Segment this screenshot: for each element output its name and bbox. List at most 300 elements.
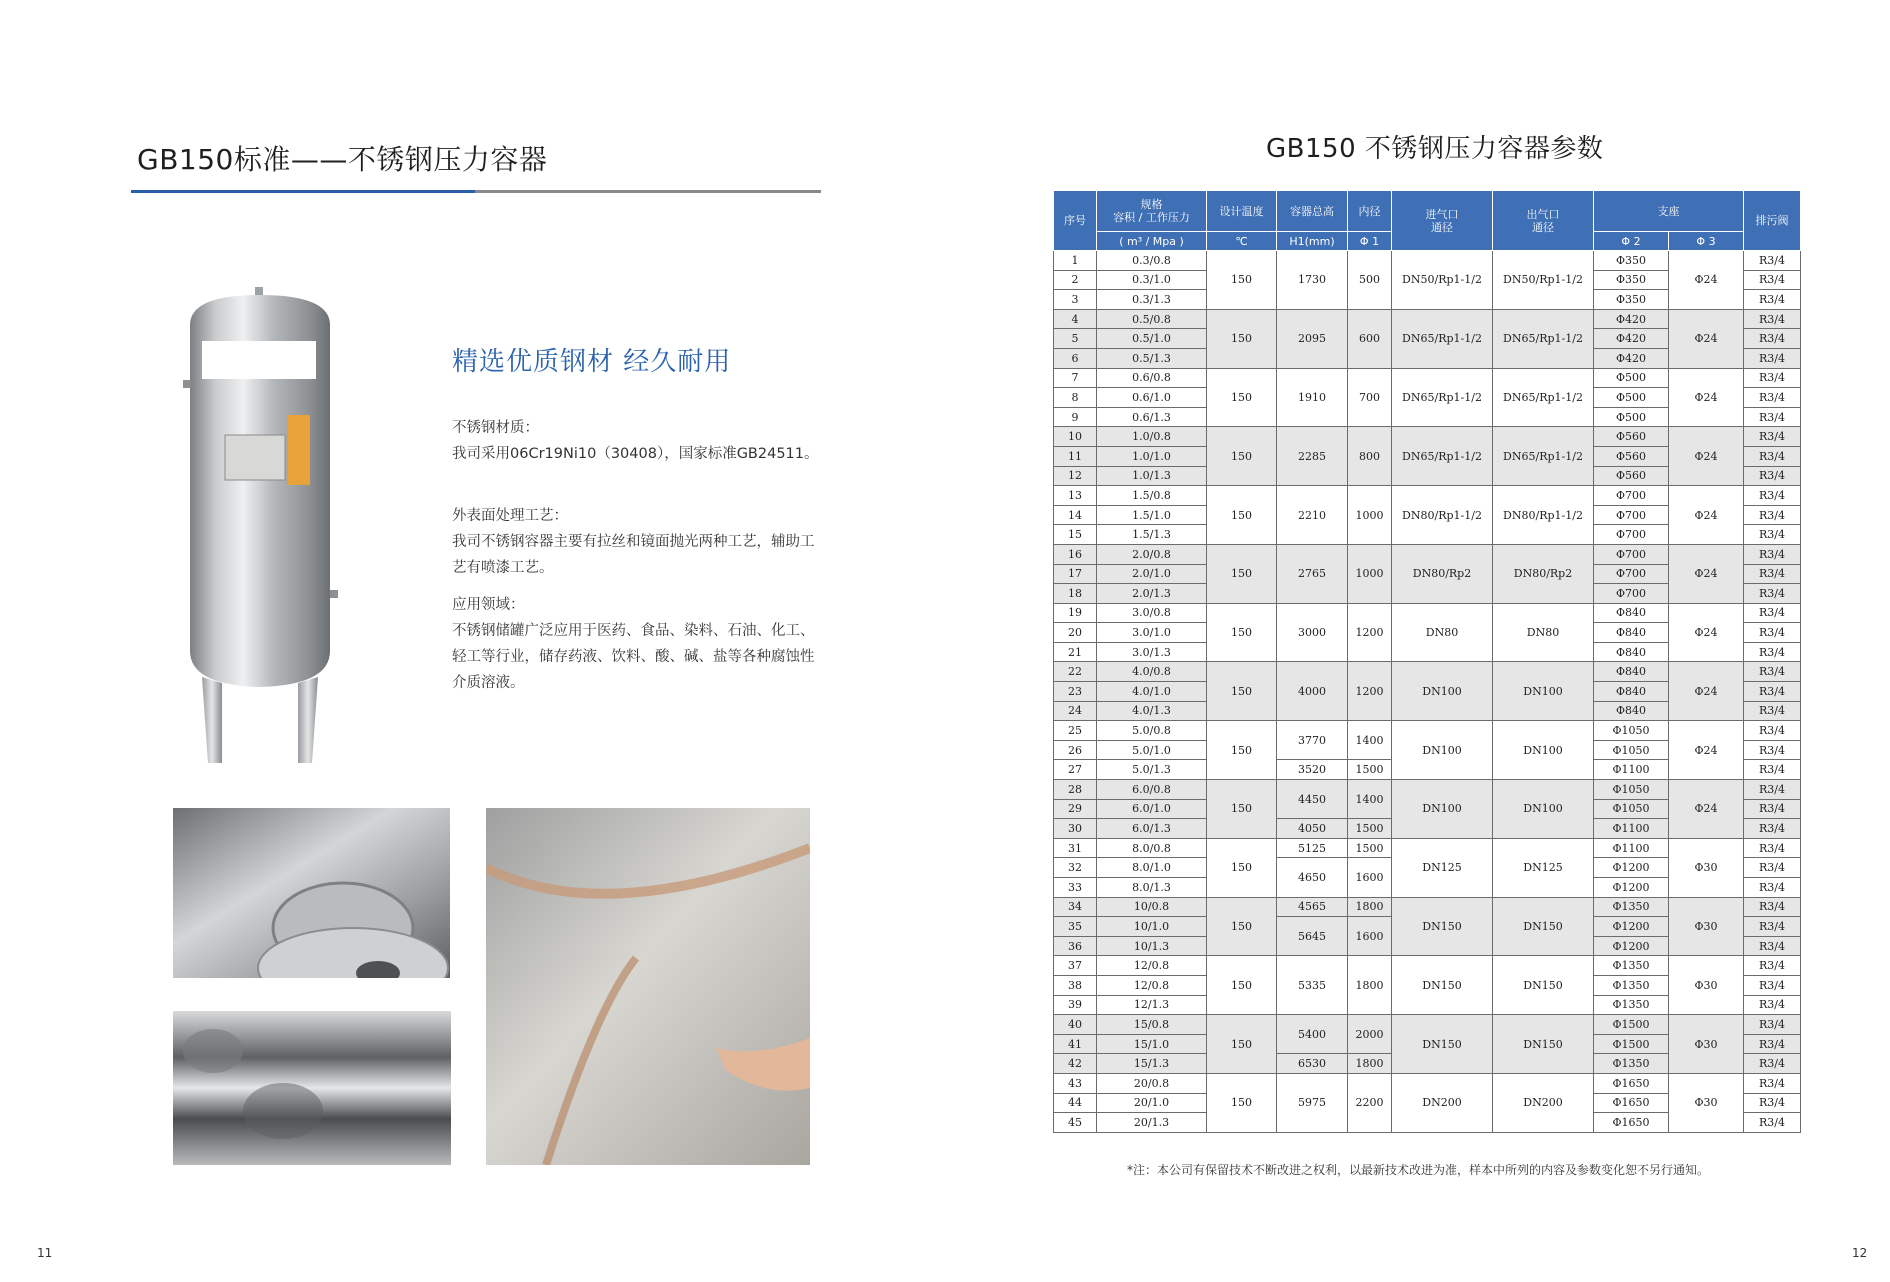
cell-height: 2285: [1277, 427, 1348, 486]
table-row: [1054, 486, 1801, 506]
cell-phi2: Φ840: [1594, 623, 1669, 643]
cell-height: 2210: [1277, 486, 1348, 545]
surface-label: 外表面处理工艺：: [452, 508, 568, 524]
cell-phi3: Φ30: [1669, 956, 1744, 1015]
cell-drain: R3/4: [1744, 819, 1801, 839]
cell-drain: R3/4: [1744, 760, 1801, 780]
cell-drain: R3/4: [1744, 309, 1801, 329]
cell-drain: R3/4: [1744, 1034, 1801, 1054]
cell-spec: 3.0/0.8: [1097, 603, 1207, 623]
vertical-tank-photo: [180, 285, 340, 765]
cell-temp: 150: [1207, 368, 1277, 427]
cell-spec: 5.0/1.0: [1097, 740, 1207, 760]
cell-phi2: Φ700: [1594, 564, 1669, 584]
cell-seq: 25: [1054, 721, 1097, 741]
cell-height: 5125: [1277, 838, 1348, 858]
header-outlet-line2: 通径: [1532, 220, 1554, 234]
cell-seq: 21: [1054, 642, 1097, 662]
right-page-title: GB150 不锈钢压力容器参数: [1266, 134, 1604, 164]
cell-seq: 16: [1054, 544, 1097, 564]
cell-spec: 12/0.8: [1097, 975, 1207, 995]
row-group: [1054, 544, 1801, 603]
cell-phi3: Φ30: [1669, 838, 1744, 897]
cell-seq: 44: [1054, 1093, 1097, 1113]
cell-drain: R3/4: [1744, 740, 1801, 760]
cell-diameter: 1500: [1348, 838, 1392, 858]
cell-seq: 27: [1054, 760, 1097, 780]
cell-phi3: Φ24: [1669, 780, 1744, 839]
cell-phi3: Φ24: [1669, 486, 1744, 545]
cylinders-row-photo: [173, 1011, 451, 1165]
cell-outlet: DN80/Rp2: [1493, 544, 1594, 603]
cell-inlet: DN100: [1392, 780, 1493, 839]
cell-diameter: 1600: [1348, 858, 1392, 897]
table-row: [1054, 1015, 1801, 1035]
header-support-phi3: Φ 3: [1669, 232, 1744, 251]
cell-diameter: 1800: [1348, 897, 1392, 917]
cell-temp: 150: [1207, 486, 1277, 545]
cell-drain: R3/4: [1744, 642, 1801, 662]
cell-outlet: DN200: [1493, 1073, 1594, 1132]
cell-height: 4650: [1277, 858, 1348, 897]
row-group: [1054, 251, 1801, 310]
table-row: [1054, 721, 1801, 741]
cell-phi2: Φ500: [1594, 388, 1669, 408]
cell-drain: R3/4: [1744, 1054, 1801, 1074]
cell-temp: 150: [1207, 897, 1277, 956]
cell-phi2: Φ1200: [1594, 917, 1669, 937]
cell-inlet: DN50/Rp1-1/2: [1392, 251, 1493, 310]
cell-phi2: Φ560: [1594, 466, 1669, 486]
cell-seq: 13: [1054, 486, 1097, 506]
cell-spec: 0.3/1.0: [1097, 270, 1207, 290]
cell-inlet: DN200: [1392, 1073, 1493, 1132]
application-text: 不锈钢储罐广泛应用于医药、食品、染料、石油、化工、轻工等行业，储存药液、饮料、酸、碱、盐等各种腐蚀性介质溶液。: [452, 623, 815, 691]
cell-drain: R3/4: [1744, 388, 1801, 408]
header-seq: 序号: [1054, 191, 1097, 251]
header-spec-line2: 容积 / 工作压力: [1113, 211, 1190, 224]
cell-inlet: DN80/Rp2: [1392, 544, 1493, 603]
cell-height: 3520: [1277, 760, 1348, 780]
cell-temp: 150: [1207, 603, 1277, 662]
cell-height: 2765: [1277, 544, 1348, 603]
cell-seq: 31: [1054, 838, 1097, 858]
material-label: 不锈钢材质：: [452, 420, 539, 436]
cell-temp: 150: [1207, 780, 1277, 839]
cell-seq: 34: [1054, 897, 1097, 917]
cell-seq: 20: [1054, 623, 1097, 643]
row-group: [1054, 486, 1801, 545]
header-height: 容器总高: [1277, 191, 1348, 232]
cell-drain: R3/4: [1744, 936, 1801, 956]
cell-spec: 6.0/1.0: [1097, 799, 1207, 819]
cell-temp: 150: [1207, 427, 1277, 486]
cell-inlet: DN65/Rp1-1/2: [1392, 368, 1493, 427]
cell-drain: R3/4: [1744, 368, 1801, 388]
cell-spec: 4.0/1.0: [1097, 682, 1207, 702]
cell-spec: 0.6/1.0: [1097, 388, 1207, 408]
cell-spec: 20/1.0: [1097, 1093, 1207, 1113]
row-group: [1054, 368, 1801, 427]
cell-drain: R3/4: [1744, 329, 1801, 349]
cell-phi2: Φ1100: [1594, 838, 1669, 858]
cell-inlet: DN65/Rp1-1/2: [1392, 427, 1493, 486]
cell-spec: 0.3/0.8: [1097, 251, 1207, 271]
cell-phi2: Φ1500: [1594, 1034, 1669, 1054]
cell-seq: 37: [1054, 956, 1097, 976]
cell-diameter: 1200: [1348, 603, 1392, 662]
cell-phi2: Φ840: [1594, 642, 1669, 662]
cell-seq: 4: [1054, 309, 1097, 329]
cell-phi2: Φ1100: [1594, 819, 1669, 839]
header-diameter-unit: Φ 1: [1348, 232, 1392, 251]
cell-seq: 23: [1054, 682, 1097, 702]
row-group: [1054, 1073, 1801, 1132]
cell-outlet: DN100: [1493, 721, 1594, 780]
cell-spec: 0.5/1.3: [1097, 348, 1207, 368]
cell-phi2: Φ560: [1594, 446, 1669, 466]
cell-height: 4450: [1277, 780, 1348, 819]
cell-spec: 20/1.3: [1097, 1113, 1207, 1133]
feature-heading: 精选优质钢材 经久耐用: [452, 347, 732, 377]
cell-seq: 33: [1054, 878, 1097, 898]
cell-height: 2095: [1277, 309, 1348, 368]
cell-phi2: Φ420: [1594, 309, 1669, 329]
cell-phi2: Φ500: [1594, 407, 1669, 427]
cell-temp: 150: [1207, 1015, 1277, 1074]
cell-spec: 8.0/0.8: [1097, 838, 1207, 858]
header-drain: 排污阀: [1744, 191, 1801, 251]
cell-drain: R3/4: [1744, 956, 1801, 976]
cell-drain: R3/4: [1744, 701, 1801, 721]
cell-seq: 29: [1054, 799, 1097, 819]
cell-phi2: Φ700: [1594, 486, 1669, 506]
cell-diameter: 600: [1348, 309, 1392, 368]
cell-seq: 40: [1054, 1015, 1097, 1035]
table-row: [1054, 251, 1801, 271]
cell-seq: 38: [1054, 975, 1097, 995]
cell-temp: 150: [1207, 662, 1277, 721]
cell-drain: R3/4: [1744, 1015, 1801, 1035]
cell-seq: 41: [1054, 1034, 1097, 1054]
cell-phi2: Φ700: [1594, 584, 1669, 604]
cell-drain: R3/4: [1744, 251, 1801, 271]
cell-phi3: Φ30: [1669, 1015, 1744, 1074]
cell-spec: 1.5/1.0: [1097, 505, 1207, 525]
cell-outlet: DN50/Rp1-1/2: [1493, 251, 1594, 310]
row-group: [1054, 780, 1801, 839]
table-row: [1054, 897, 1801, 917]
page-number-right: 12: [1852, 1246, 1868, 1260]
cell-seq: 39: [1054, 995, 1097, 1015]
cell-seq: 11: [1054, 446, 1097, 466]
cell-phi2: Φ1650: [1594, 1073, 1669, 1093]
cell-phi2: Φ1350: [1594, 1054, 1669, 1074]
cell-drain: R3/4: [1744, 348, 1801, 368]
cell-temp: 150: [1207, 1073, 1277, 1132]
cell-phi2: Φ1200: [1594, 858, 1669, 878]
cell-diameter: 500: [1348, 251, 1392, 310]
table-row: [1054, 956, 1801, 976]
cell-inlet: DN150: [1392, 956, 1493, 1015]
cell-drain: R3/4: [1744, 544, 1801, 564]
cell-spec: 2.0/1.0: [1097, 564, 1207, 584]
cell-drain: R3/4: [1744, 721, 1801, 741]
table-row: [1054, 368, 1801, 388]
cell-phi2: Φ1050: [1594, 721, 1669, 741]
header-inlet-line2: 通径: [1431, 220, 1453, 234]
table-row: [1054, 780, 1801, 800]
cell-outlet: DN150: [1493, 1015, 1594, 1074]
cell-inlet: DN80: [1392, 603, 1493, 662]
cell-seq: 30: [1054, 819, 1097, 839]
cell-seq: 9: [1054, 407, 1097, 427]
cell-seq: 14: [1054, 505, 1097, 525]
cell-drain: R3/4: [1744, 466, 1801, 486]
row-group: [1054, 1015, 1801, 1074]
cell-temp: 150: [1207, 956, 1277, 1015]
cell-phi2: Φ350: [1594, 251, 1669, 271]
cell-diameter: 800: [1348, 427, 1392, 486]
header-inlet: [1392, 191, 1493, 251]
cell-spec: 8.0/1.0: [1097, 858, 1207, 878]
cell-drain: R3/4: [1744, 838, 1801, 858]
cell-phi2: Φ840: [1594, 603, 1669, 623]
cell-seq: 12: [1054, 466, 1097, 486]
cell-spec: 1.0/1.3: [1097, 466, 1207, 486]
cell-spec: 1.5/1.3: [1097, 525, 1207, 545]
cell-height: 4050: [1277, 819, 1348, 839]
cell-spec: 8.0/1.3: [1097, 878, 1207, 898]
cell-drain: R3/4: [1744, 917, 1801, 937]
page-number-left: 11: [37, 1246, 53, 1260]
header-spec-unit: ( m³ / Mpa ): [1097, 232, 1207, 251]
row-group: [1054, 721, 1801, 780]
header-spec-line1: 规格: [1140, 198, 1163, 211]
cell-phi3: Φ24: [1669, 368, 1744, 427]
cell-drain: R3/4: [1744, 878, 1801, 898]
cell-phi2: Φ1350: [1594, 897, 1669, 917]
cell-spec: 0.5/0.8: [1097, 309, 1207, 329]
cell-drain: R3/4: [1744, 270, 1801, 290]
cell-seq: 26: [1054, 740, 1097, 760]
table-row: [1054, 427, 1801, 447]
cell-drain: R3/4: [1744, 1073, 1801, 1093]
cell-seq: 22: [1054, 662, 1097, 682]
cell-drain: R3/4: [1744, 290, 1801, 310]
header-spec: [1097, 191, 1207, 232]
cell-height: 1910: [1277, 368, 1348, 427]
cell-seq: 8: [1054, 388, 1097, 408]
cell-seq: 36: [1054, 936, 1097, 956]
material-text: 我司采用06Cr19Ni10（30408），国家标准GB24511。: [452, 446, 819, 462]
cell-height: 3770: [1277, 721, 1348, 760]
cell-seq: 42: [1054, 1054, 1097, 1074]
cell-drain: R3/4: [1744, 446, 1801, 466]
cell-spec: 1.0/1.0: [1097, 446, 1207, 466]
cell-seq: 6: [1054, 348, 1097, 368]
cell-phi2: Φ840: [1594, 662, 1669, 682]
cell-height: 4000: [1277, 662, 1348, 721]
cell-phi2: Φ700: [1594, 505, 1669, 525]
cell-spec: 1.5/0.8: [1097, 486, 1207, 506]
table-row: [1054, 309, 1801, 329]
cell-diameter: 1400: [1348, 721, 1392, 760]
header-diameter: 内径: [1348, 191, 1392, 232]
cell-seq: 45: [1054, 1113, 1097, 1133]
surface-text: 我司不锈钢容器主要有拉丝和镜面抛光两种工艺，辅助工艺有喷漆工艺。: [452, 534, 815, 576]
header-temp-unit: ℃: [1207, 232, 1277, 251]
cell-spec: 3.0/1.0: [1097, 623, 1207, 643]
application-label: 应用领域：: [452, 597, 525, 613]
cell-diameter: 1800: [1348, 956, 1392, 1015]
cell-inlet: DN100: [1392, 662, 1493, 721]
cell-height: 5335: [1277, 956, 1348, 1015]
spec-table: [1053, 190, 1801, 1133]
header-height-unit: H1(mm): [1277, 232, 1348, 251]
cell-temp: 150: [1207, 838, 1277, 897]
cell-outlet: DN125: [1493, 838, 1594, 897]
cell-height: 5975: [1277, 1073, 1348, 1132]
cell-drain: R3/4: [1744, 525, 1801, 545]
header-outlet-line1: 出气口: [1526, 207, 1560, 221]
cell-diameter: 700: [1348, 368, 1392, 427]
cell-phi2: Φ1500: [1594, 1015, 1669, 1035]
cell-seq: 43: [1054, 1073, 1097, 1093]
cell-phi3: Φ24: [1669, 544, 1744, 603]
flange-closeup-photo: [173, 808, 450, 978]
header-support-phi2: Φ 2: [1594, 232, 1669, 251]
cell-seq: 32: [1054, 858, 1097, 878]
cell-drain: R3/4: [1744, 1093, 1801, 1113]
cell-phi2: Φ840: [1594, 701, 1669, 721]
cell-drain: R3/4: [1744, 975, 1801, 995]
cell-seq: 2: [1054, 270, 1097, 290]
cell-drain: R3/4: [1744, 780, 1801, 800]
cell-outlet: DN100: [1493, 780, 1594, 839]
row-group: [1054, 956, 1801, 1015]
cell-drain: R3/4: [1744, 486, 1801, 506]
cell-spec: 15/1.3: [1097, 1054, 1207, 1074]
cell-drain: R3/4: [1744, 603, 1801, 623]
cell-drain: R3/4: [1744, 564, 1801, 584]
cell-height: 4565: [1277, 897, 1348, 917]
cell-phi2: Φ1350: [1594, 975, 1669, 995]
cell-phi2: Φ350: [1594, 270, 1669, 290]
cell-phi2: Φ350: [1594, 290, 1669, 310]
cell-seq: 10: [1054, 427, 1097, 447]
cell-outlet: DN150: [1493, 956, 1594, 1015]
table-row: [1054, 603, 1801, 623]
cell-spec: 3.0/1.3: [1097, 642, 1207, 662]
row-group: [1054, 838, 1801, 897]
cell-height: 3000: [1277, 603, 1348, 662]
cell-outlet: DN100: [1493, 662, 1594, 721]
cell-spec: 10/0.8: [1097, 897, 1207, 917]
weld-seam-photo: [486, 808, 810, 1165]
row-group: [1054, 603, 1801, 662]
material-section: [452, 415, 824, 467]
cell-inlet: DN80/Rp1-1/2: [1392, 486, 1493, 545]
cell-inlet: DN100: [1392, 721, 1493, 780]
cell-drain: R3/4: [1744, 407, 1801, 427]
cell-phi3: Φ24: [1669, 309, 1744, 368]
title-underline-accent: [131, 190, 475, 193]
cell-diameter: 1500: [1348, 819, 1392, 839]
cell-spec: 0.5/1.0: [1097, 329, 1207, 349]
row-group: [1054, 309, 1801, 368]
cell-phi3: Φ24: [1669, 721, 1744, 780]
cell-inlet: DN125: [1392, 838, 1493, 897]
cell-phi2: Φ500: [1594, 368, 1669, 388]
cell-spec: 12/0.8: [1097, 956, 1207, 976]
cell-spec: 2.0/1.3: [1097, 584, 1207, 604]
cell-drain: R3/4: [1744, 584, 1801, 604]
cell-phi2: Φ1650: [1594, 1113, 1669, 1133]
cell-diameter: 2200: [1348, 1073, 1392, 1132]
row-group: [1054, 662, 1801, 721]
cell-drain: R3/4: [1744, 427, 1801, 447]
cell-spec: 1.0/0.8: [1097, 427, 1207, 447]
cell-spec: 20/0.8: [1097, 1073, 1207, 1093]
cell-spec: 10/1.0: [1097, 917, 1207, 937]
cell-inlet: DN150: [1392, 1015, 1493, 1074]
cell-drain: R3/4: [1744, 858, 1801, 878]
cell-outlet: DN65/Rp1-1/2: [1493, 427, 1594, 486]
cell-spec: 6.0/0.8: [1097, 780, 1207, 800]
cell-temp: 150: [1207, 309, 1277, 368]
cell-spec: 4.0/1.3: [1097, 701, 1207, 721]
table-row: [1054, 662, 1801, 682]
cell-drain: R3/4: [1744, 662, 1801, 682]
cell-seq: 35: [1054, 917, 1097, 937]
cell-outlet: DN65/Rp1-1/2: [1493, 368, 1594, 427]
title-underline: [131, 190, 821, 193]
table-row: [1054, 544, 1801, 564]
cell-phi2: Φ1050: [1594, 780, 1669, 800]
cell-drain: R3/4: [1744, 799, 1801, 819]
cell-phi2: Φ1100: [1594, 760, 1669, 780]
cell-seq: 17: [1054, 564, 1097, 584]
cell-outlet: DN80: [1493, 603, 1594, 662]
cell-seq: 7: [1054, 368, 1097, 388]
header-support: 支座: [1594, 191, 1744, 232]
cell-phi3: Φ24: [1669, 427, 1744, 486]
header-temp: 设计温度: [1207, 191, 1277, 232]
cell-phi2: Φ1200: [1594, 878, 1669, 898]
table-row: [1054, 838, 1801, 858]
cell-seq: 15: [1054, 525, 1097, 545]
cell-outlet: DN65/Rp1-1/2: [1493, 309, 1594, 368]
cell-spec: 15/0.8: [1097, 1015, 1207, 1035]
cell-spec: 5.0/1.3: [1097, 760, 1207, 780]
cell-outlet: DN150: [1493, 897, 1594, 956]
cell-inlet: DN150: [1392, 897, 1493, 956]
cell-height: 5400: [1277, 1015, 1348, 1054]
cell-drain: R3/4: [1744, 505, 1801, 525]
cell-phi2: Φ1350: [1594, 995, 1669, 1015]
cell-diameter: 1600: [1348, 917, 1392, 956]
cell-diameter: 1800: [1348, 1054, 1392, 1074]
cell-drain: R3/4: [1744, 623, 1801, 643]
cell-phi2: Φ1050: [1594, 740, 1669, 760]
cell-seq: 18: [1054, 584, 1097, 604]
table-row: [1054, 1073, 1801, 1093]
cell-spec: 6.0/1.3: [1097, 819, 1207, 839]
cell-drain: R3/4: [1744, 1113, 1801, 1133]
cell-seq: 3: [1054, 290, 1097, 310]
cell-phi2: Φ560: [1594, 427, 1669, 447]
